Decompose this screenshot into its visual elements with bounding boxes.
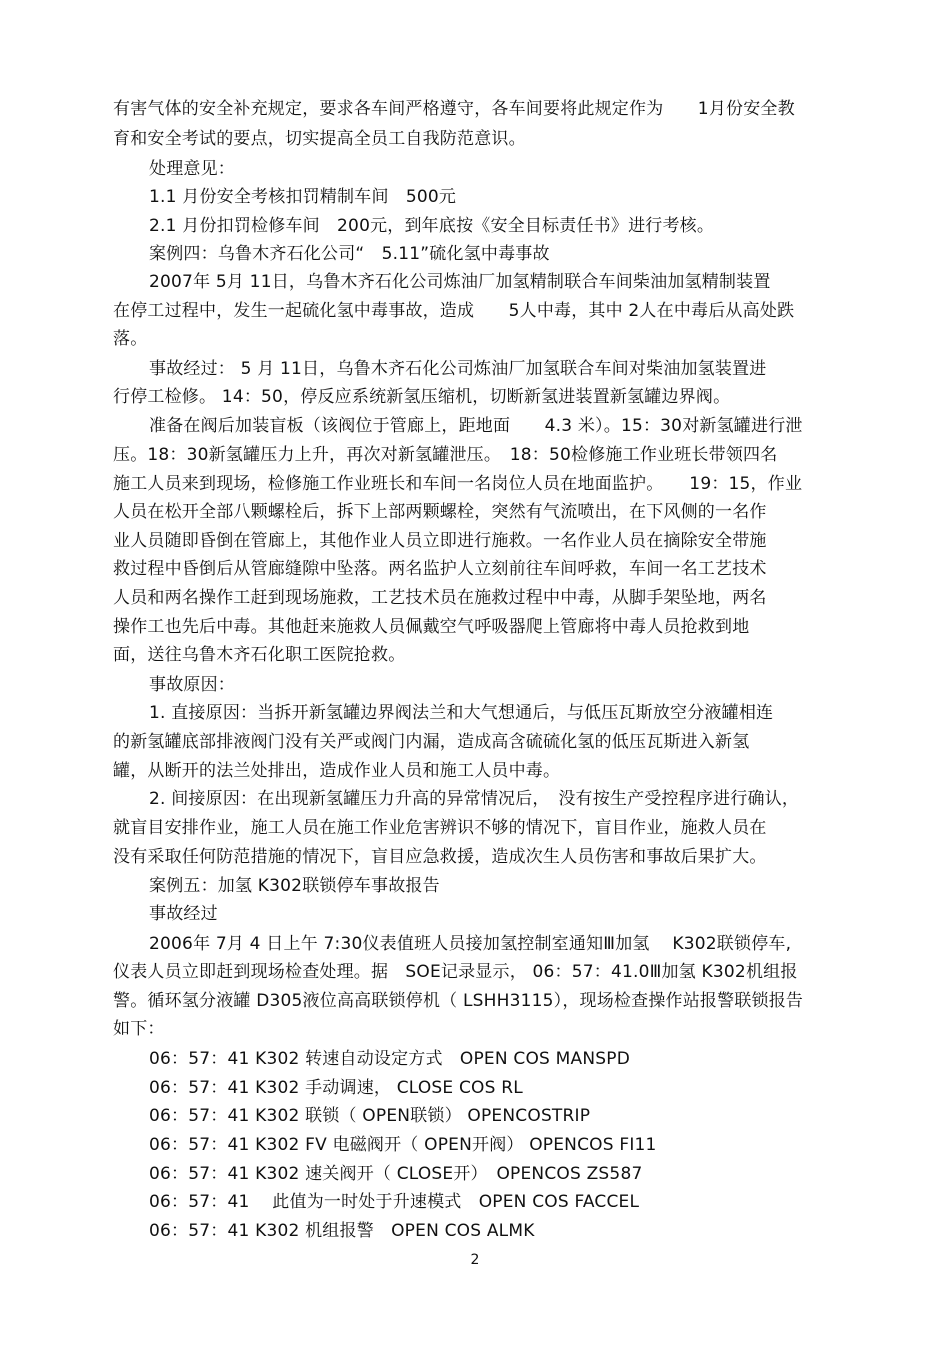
paragraph-line: 面，送往乌鲁木齐石化职工医院抢救。 <box>113 645 406 665</box>
section-heading: 案例四：乌鲁木齐石化公司“ 5.11”硫化氢中毒事故 <box>149 244 550 264</box>
paragraph-line: 落。 <box>113 329 148 349</box>
paragraph-line: 就盲目安排作业，施工人员在施工作业危害辨识不够的情况下，盲目作业，施救人员在 <box>113 818 767 838</box>
paragraph-line: 警。循环氢分液罐 D305液位高高联锁停机（ LSHH3115），现场检查操作站报警联锁报告 <box>113 991 804 1011</box>
paragraph-line: 1.1 月份安全考核扣罚精制车间 500元 <box>149 187 457 207</box>
paragraph-line: 罐，从断开的法兰处排出，造成作业人员和施工人员中毒。 <box>113 761 561 781</box>
log-line: 06：57：41 K302 速关阀开（ CLOSE开） OPENCOS ZS587 <box>149 1164 643 1184</box>
paragraph-line: 准备在阀后加装盲板（该阀位于管廊上，距地面 4.3 米）。15：30对新氢罐进行泄 <box>149 416 803 436</box>
log-line: 06：57：41 K302 联锁（ OPEN联锁） OPENCOSTRIP <box>149 1106 591 1126</box>
paragraph-line: 操作工也先后中毒。其他赶来施救人员佩戴空气呼吸器爬上管廊将中毒人员抢救到地 <box>113 617 750 637</box>
paragraph-line: 人员在松开全部八颗螺栓后，拆下上部两颗螺栓，突然有气流喷出，在下风侧的一名作 <box>113 502 767 522</box>
log-line: 06：57：41 K302 转速自动设定方式 OPEN COS MANSPD <box>149 1049 630 1069</box>
paragraph-line: 1. 直接原因：当拆开新氢罐边界阀法兰和大气想通后，与低压瓦斯放空分液罐相连 <box>149 703 774 723</box>
paragraph-line: 育和安全考试的要点，切实提高全员工自我防范意识。 <box>113 129 526 149</box>
paragraph-line: 事故原因： <box>149 675 235 695</box>
page-number: 2 <box>470 1252 480 1268</box>
paragraph-line: 事故经过： 5 月 11日，乌鲁木齐石化公司炼油厂加氢联合车间对柴油加氢装置进 <box>149 359 767 379</box>
log-line: 06：57：41 K302 FV 电磁阀开（ OPEN开阀） OPENCOS FI11 <box>149 1135 657 1155</box>
log-line: 06：57：41 K302 机组报警 OPEN COS ALMK <box>149 1221 535 1241</box>
paragraph-line: 2. 间接原因：在出现新氢罐压力升高的异常情况后， 没有按生产受控程序进行确认， <box>149 789 800 809</box>
paragraph-line: 在停工过程中，发生一起硫化氢中毒事故，造成 5人中毒，其中 2人在中毒后从高处跌 <box>113 301 795 321</box>
paragraph-line: 2006年 7月 4 日上午 7:30仪表值班人员接加氢控制室通知Ⅲ加氢 K302联锁停车, <box>149 934 792 954</box>
paragraph-line: 人员和两名操作工赶到现场施救，工艺技术员在施救过程中中毒，从脚手架坠地，两名 <box>113 588 767 608</box>
log-line: 06：57：41 此值为一时处于升速模式 OPEN COS FACCEL <box>149 1192 640 1212</box>
paragraph-line: 行停工检修。 14：50，停反应系统新氢压缩机，切断新氢进装置新氢罐边界阀。 <box>113 387 731 407</box>
paragraph-line: 施工人员来到现场，检修施工作业班长和车间一名岗位人员在地面监护。 19：15，作业 <box>113 474 803 494</box>
paragraph-line: 仪表人员立即赶到现场检查处理。据 SOE记录显示， 06：57：41.0Ⅲ加氢 K302机组报 <box>113 962 798 982</box>
paragraph-line: 救过程中昏倒后从管廊缝隙中坠落。两名监护人立刻前往车间呼救，车间一名工艺技术 <box>113 559 767 579</box>
paragraph-line: 处理意见： <box>149 159 235 179</box>
paragraph-line: 2007年 5月 11日，乌鲁木齐石化公司炼油厂加氢精制联合车间柴油加氢精制装置 <box>149 272 771 292</box>
paragraph-line: 业人员随即昏倒在管廊上，其他作业人员立即进行施救。一名作业人员在摘除安全带施 <box>113 531 767 551</box>
paragraph-line: 的新氢罐底部排液阀门没有关严或阀门内漏，造成高含硫硫化氢的低压瓦斯进入新氢 <box>113 732 750 752</box>
paragraph-line: 2.1 月份扣罚检修车间 200元，到年底按《安全目标责任书》进行考核。 <box>149 216 715 236</box>
section-heading: 案例五：加氢 K302联锁停车事故报告 <box>149 876 440 896</box>
paragraph-line: 有害气体的安全补充规定，要求各车间严格遵守，各车间要将此规定作为 1月份安全教 <box>113 99 795 119</box>
paragraph-line: 没有采取任何防范措施的情况下，盲目应急救援，造成次生人员伤害和事故后果扩大。 <box>113 847 767 867</box>
paragraph-line: 压。18：30新氢罐压力上升，再次对新氢罐泄压。 18：50检修施工作业班长带领四名 <box>113 445 778 465</box>
paragraph-line: 事故经过 <box>149 904 218 924</box>
paragraph-line: 如下： <box>113 1019 165 1039</box>
log-line: 06：57：41 K302 手动调速， CLOSE COS RL <box>149 1078 523 1098</box>
